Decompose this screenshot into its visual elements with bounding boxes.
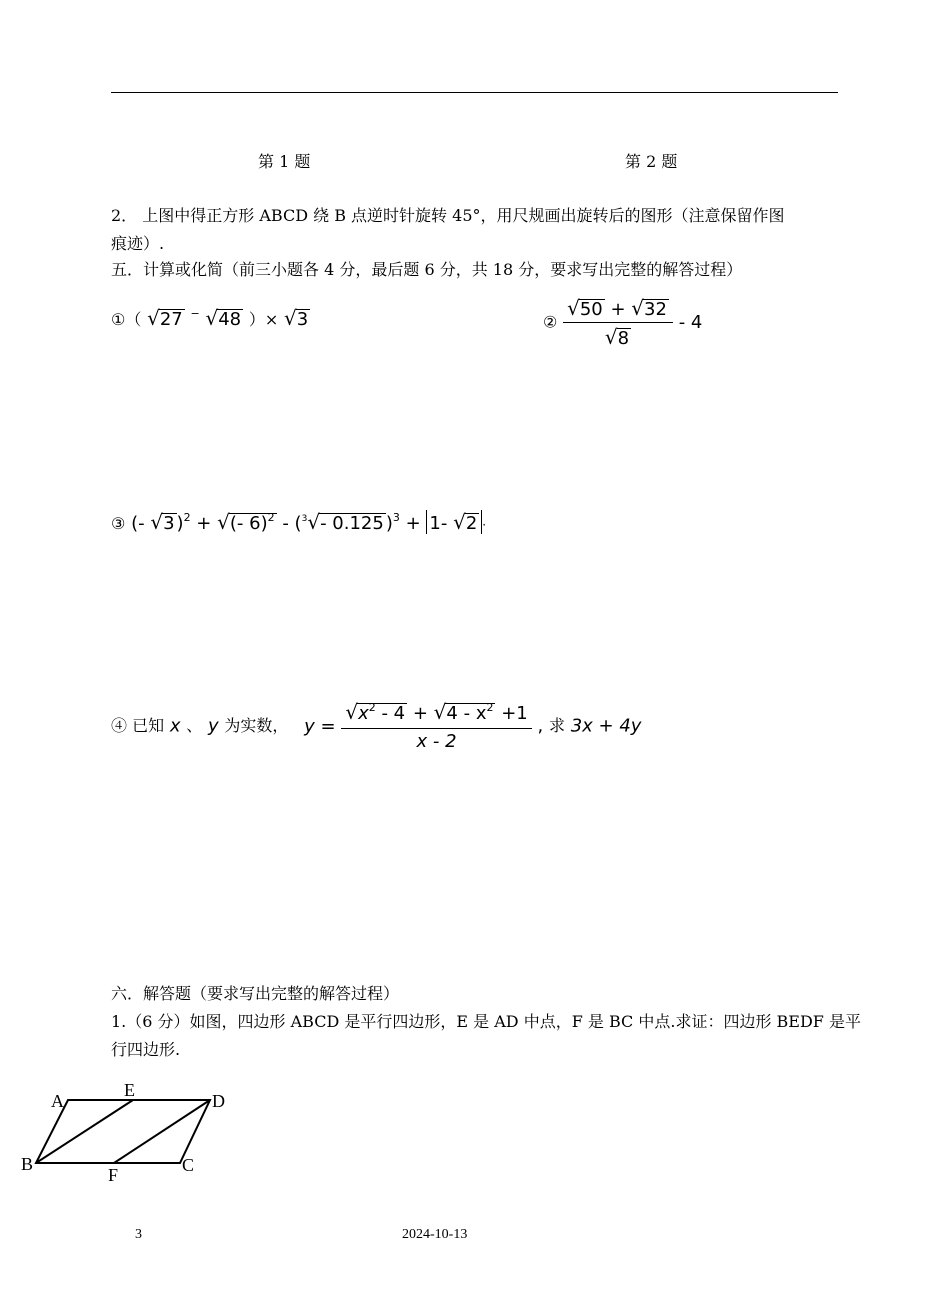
- exponent: 2: [267, 511, 275, 524]
- section-6-heading: 六．解答题（要求写出完整的解答过程）: [111, 984, 400, 1003]
- real-number-text: 为实数，: [224, 716, 289, 735]
- problem-1: [111, 306, 310, 331]
- exponent: 2: [183, 511, 191, 524]
- radicand: 3: [163, 513, 175, 534]
- exponent: 2: [486, 701, 494, 714]
- radical-sign: √: [567, 296, 580, 320]
- end-dot: ·: [482, 518, 487, 532]
- radical-sign: √: [150, 510, 164, 534]
- radical-sign: √: [283, 306, 297, 330]
- problem-2: [543, 296, 702, 349]
- radical-sign: √: [147, 306, 160, 330]
- abs-content: 1-: [429, 513, 454, 534]
- plus-sign: +: [196, 513, 212, 534]
- target-expression: 3x + 4y: [570, 715, 642, 737]
- radicand: (- 6): [229, 513, 268, 534]
- radicand-32: 32: [644, 299, 667, 320]
- plus-sign: +: [405, 513, 421, 534]
- exponent: 2: [368, 701, 376, 714]
- question-2-line-1: 2． 上图中得正方形 ABCD 绕 B 点逆时针旋转 45°，用尺规画出旋转后的图形（注意保留作图: [111, 206, 785, 225]
- var-x: x: [169, 715, 181, 737]
- var-y: y: [207, 715, 219, 737]
- denominator: x - 2: [416, 731, 457, 752]
- radicand-3: 3: [296, 309, 309, 330]
- problem-3: [111, 510, 486, 536]
- radical-sign: √: [631, 296, 645, 320]
- radical-sign: √: [433, 700, 447, 724]
- fraction: [563, 296, 673, 349]
- radicand-50: 50: [579, 299, 603, 320]
- radicand-group: [357, 703, 407, 726]
- parallelogram-figure: [0, 1070, 260, 1190]
- radicand-group: [445, 703, 495, 726]
- root-index: 3: [301, 514, 308, 524]
- minus-sign: −: [190, 307, 200, 320]
- problem-4-label: ④ 已知: [111, 716, 165, 735]
- caption-figure-2: 第 2 题: [625, 152, 678, 171]
- problem-3-label: ③: [111, 514, 126, 533]
- ask-text: 求: [548, 716, 565, 735]
- plus-sign: +: [610, 299, 626, 320]
- minus-four: - 4: [678, 312, 703, 333]
- page-number: 3: [135, 1227, 142, 1242]
- four-minus-x: 4 - x: [446, 703, 487, 724]
- radicand: 2: [465, 513, 478, 534]
- term-close: ): [176, 513, 184, 534]
- plus-sign: +: [412, 703, 428, 724]
- var-x: x: [358, 703, 369, 724]
- radical-sign: √: [217, 510, 230, 534]
- radicand: - 0.125: [320, 513, 384, 534]
- plus-one: +1: [501, 703, 528, 724]
- cube-root-sign: √: [307, 510, 321, 534]
- separator: 、: [186, 716, 203, 735]
- exponent: 3: [392, 511, 400, 524]
- term-close: ): [385, 513, 393, 534]
- equation-lhs: y =: [304, 715, 336, 737]
- section-5-heading: 五．计算或化简（前三小题各 4 分，最后题 6 分，共 18 分，要求写出完整的解答过程）: [111, 260, 743, 279]
- problem-1-label: ①（: [111, 310, 142, 329]
- radicand-group: [229, 513, 277, 536]
- close-times: ）×: [248, 310, 279, 329]
- radical-sign: √: [205, 306, 219, 330]
- section-6-question-1-line-2: 行四边形.: [111, 1040, 181, 1059]
- label-f: F: [108, 1165, 119, 1185]
- problem-2-label: ②: [543, 312, 558, 332]
- question-2-line-2: 痕迹）.: [111, 234, 165, 253]
- header-rule: [111, 92, 838, 93]
- radical-sign: √: [604, 325, 618, 349]
- radicand-27: 27: [159, 309, 183, 330]
- radicand-8: 8: [617, 328, 630, 349]
- label-c: C: [182, 1155, 195, 1175]
- term-open: (-: [131, 513, 151, 534]
- label-a: A: [51, 1091, 64, 1111]
- fraction: [341, 700, 531, 752]
- caption-figure-1: 第 1 题: [258, 152, 311, 171]
- radicand-48: 48: [218, 309, 242, 330]
- radical-sign: √: [345, 700, 359, 724]
- absolute-value: [426, 510, 482, 534]
- section-6-question-1-line-1: 1.（6 分）如图，四边形 ABCD 是平行四边形，E 是 AD 中点，F 是 BC 中点.求证：四边形 BEDF 是平: [111, 1012, 861, 1031]
- label-e: E: [124, 1080, 135, 1100]
- comma: ,: [537, 715, 544, 737]
- label-d: D: [212, 1091, 225, 1111]
- minus-four: - 4: [375, 703, 406, 724]
- footer-date: 2024-10-13: [402, 1227, 468, 1242]
- problem-4: [111, 700, 641, 752]
- radical-sign: √: [453, 510, 466, 534]
- minus-open: - (: [282, 513, 302, 534]
- label-b: B: [21, 1154, 34, 1174]
